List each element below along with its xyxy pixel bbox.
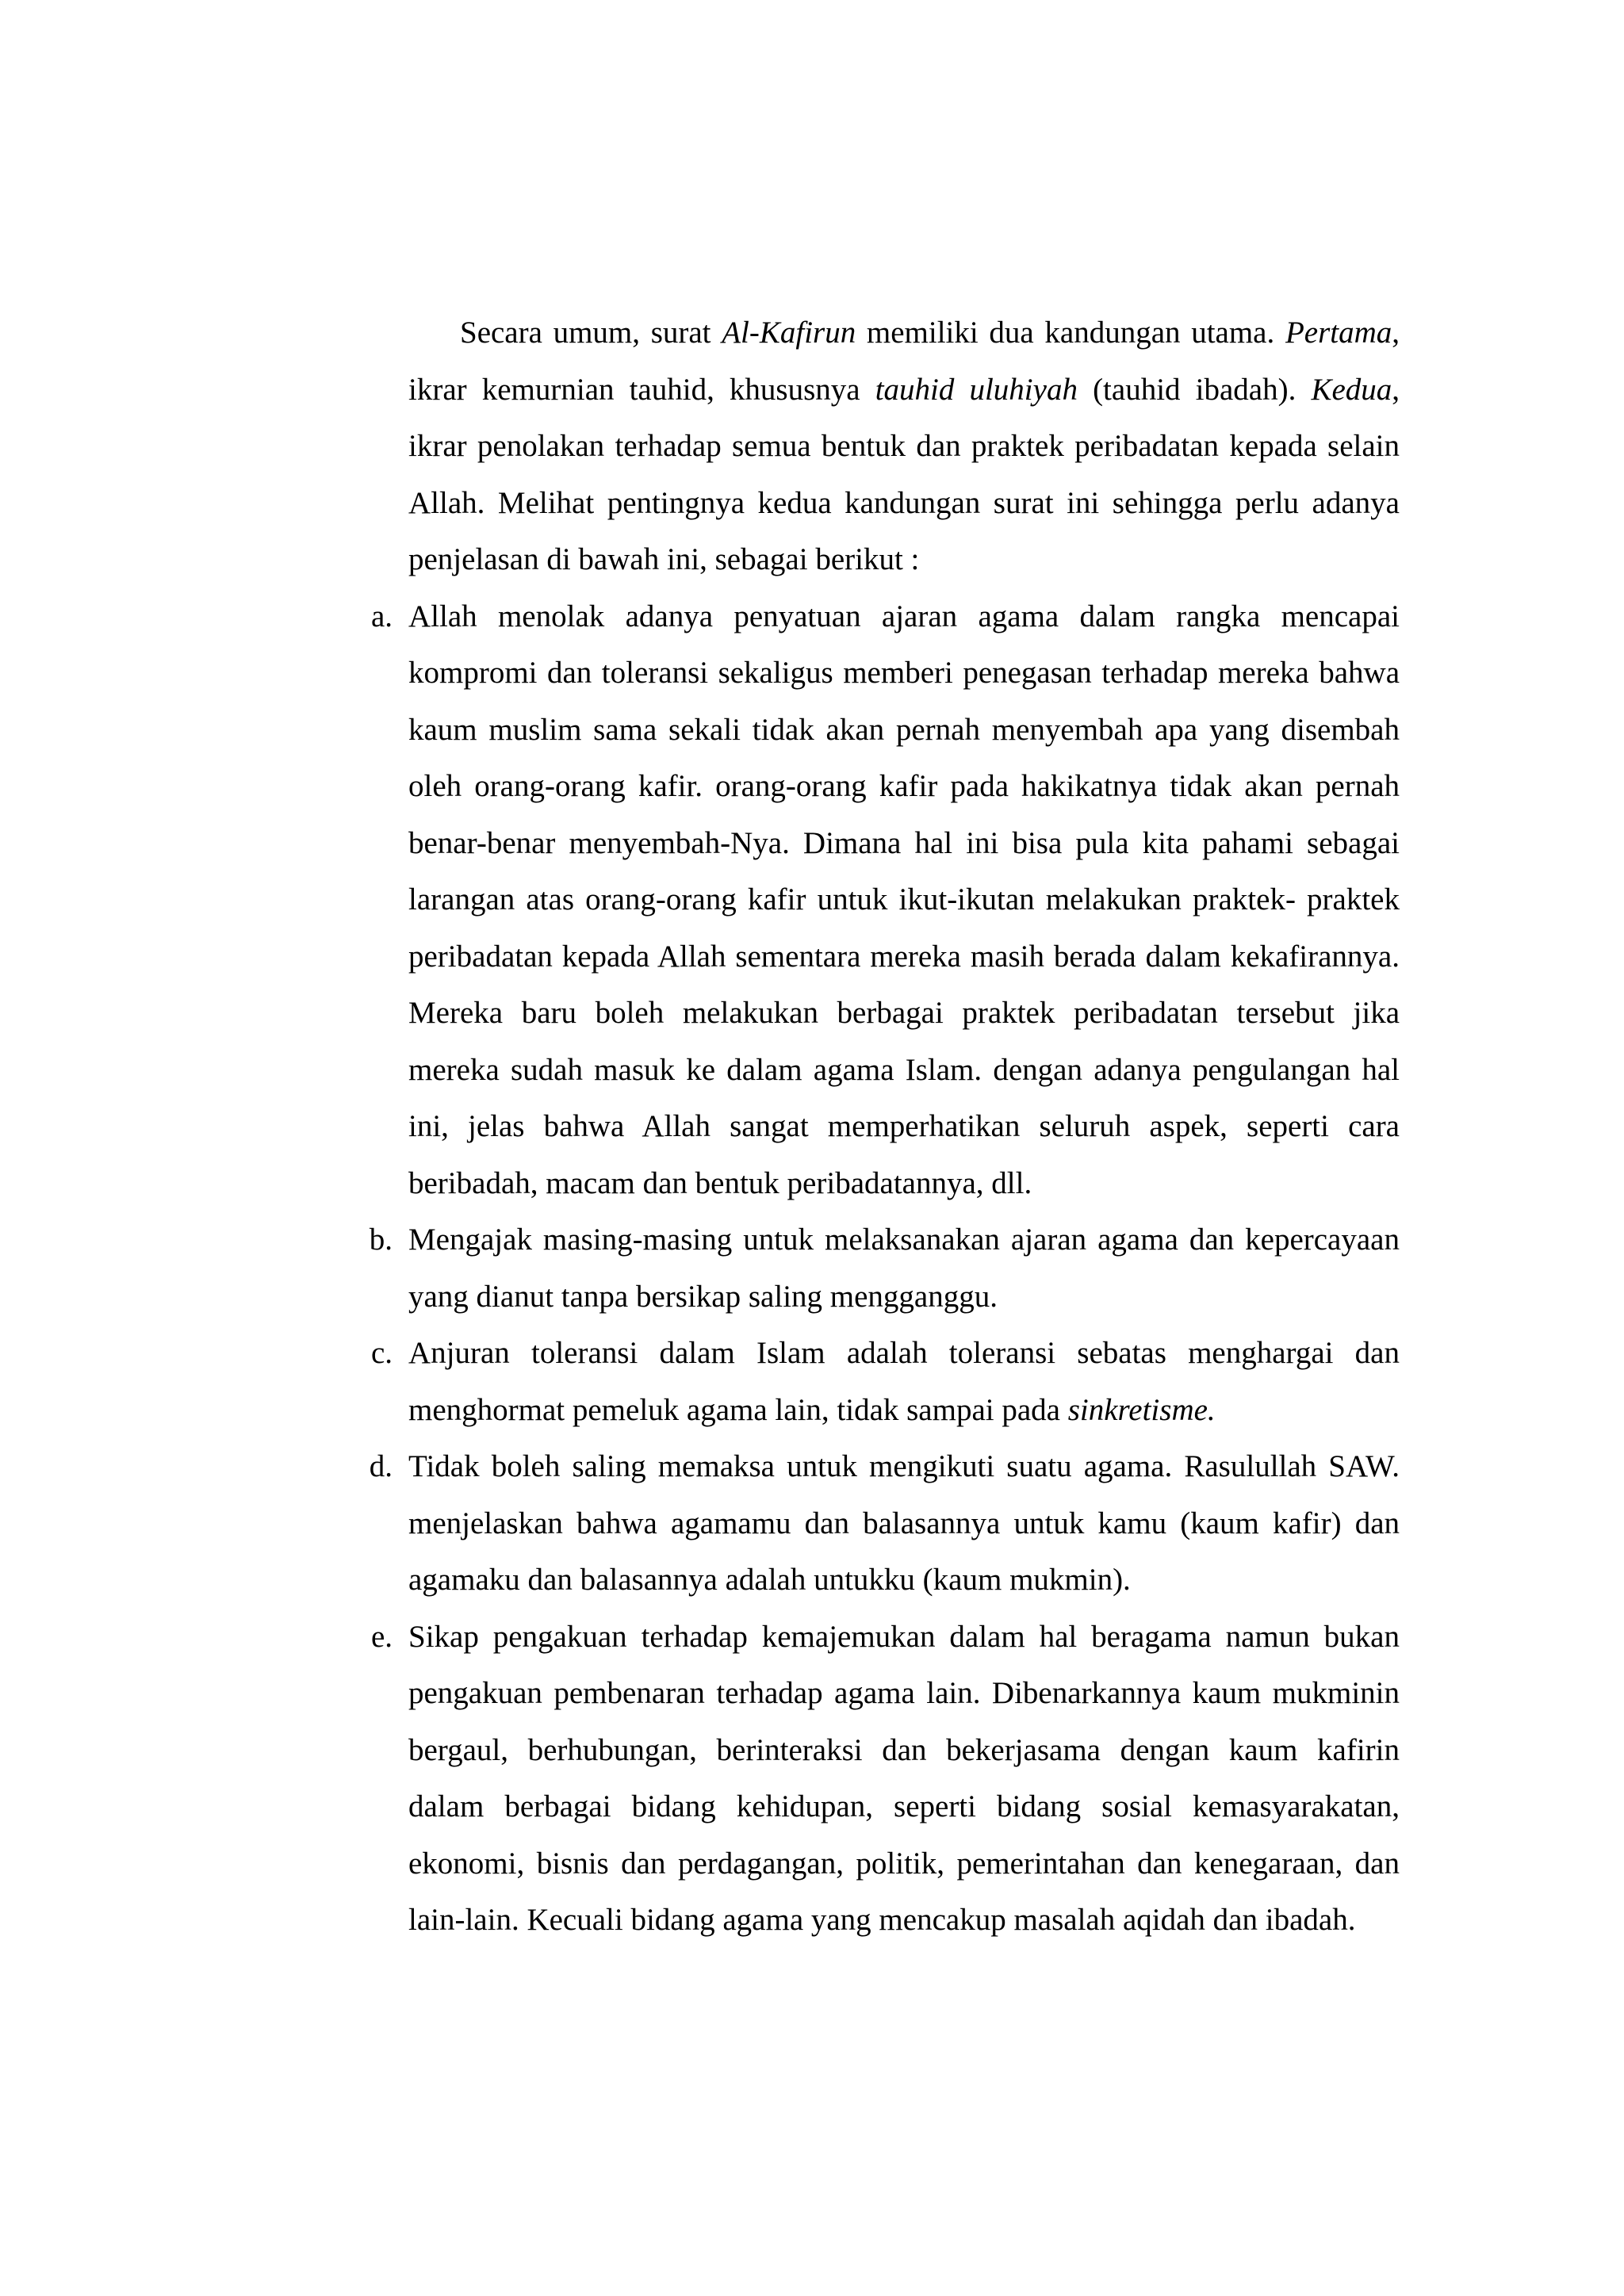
list-marker: a. — [370, 599, 393, 633]
list-marker: e. — [370, 1619, 393, 1654]
intro-emphasis: Kedua — [1311, 372, 1392, 407]
list-item — [369, 1211, 1400, 1325]
intro-text: , ikrar kemurnian tauhid, khususnya — [408, 316, 1400, 407]
list-item-text: Mengajak masing-masing untuk melaksanakan ajaran agama dan kepercayaan yang dianut tanpa bersikap saling mengganggu. — [408, 1223, 1400, 1314]
list-marker: c. — [370, 1336, 393, 1370]
list-item — [370, 588, 1400, 1212]
list-item-text-part: Anjuran toleransi dalam Islam adalah toleransi sebatas menghargai dan menghormat pemeluk agama lain, tidak sampai pada — [408, 1336, 1400, 1427]
explanation-list — [369, 588, 1400, 1949]
intro-emphasis: tauhid uluhiyah — [875, 372, 1078, 407]
intro-paragraph — [408, 304, 1400, 588]
list-item-text: Sikap pengakuan terhadap kemajemukan dalam hal beragama namun bukan pengakuan pembenaran terhadap agama lain. Dibenarkannya kaum mukminin bergaul, berhubungan, berinteraksi dan bekerjasama dengan kaum kafirin dalam berbagai bidang kehidupan, seperti bidang sosial kemasyarakatan, ekonomi, bisnis dan perdagangan, politik, pemerintahan dan kenegaraan, dan lain-lain. Kecuali bidang agama yang mencakup masalah aqidah dan ibadah. — [408, 1619, 1400, 1937]
intro-text: , ikrar penolakan terhadap semua bentuk dan praktek peribadatan kepada selain Allah. Melihat pentingnya kedua kandungan surat ini sehingga perlu adanya penjelasan di bawah ini, sebagai berikut : — [408, 372, 1400, 576]
list-item — [370, 1609, 1400, 1949]
list-item-text — [408, 1325, 1400, 1438]
list-marker: b. — [369, 1223, 393, 1257]
list-item — [370, 1325, 1400, 1438]
intro-text: memiliki dua kandungan utama. — [856, 316, 1285, 350]
intro-emphasis: Pertama — [1285, 316, 1392, 350]
list-item-emphasis: sinkretisme. — [1067, 1392, 1216, 1427]
list-marker: d. — [369, 1449, 393, 1483]
list-item — [369, 1438, 1400, 1609]
intro-text: (tauhid ibadah). — [1077, 372, 1312, 407]
intro-emphasis: Al-Kafirun — [722, 316, 856, 350]
list-item-text: Tidak boleh saling memaksa untuk mengikuti suatu agama. Rasulullah SAW. menjelaskan bahwa agamamu dan balasannya untuk kamu (kaum kafir) dan agamaku dan balasannya adalah untukku (kaum mukmin). — [408, 1449, 1400, 1597]
list-item-text: Allah menolak adanya penyatuan ajaran agama dalam rangka mencapai kompromi dan toleransi sekaligus memberi penegasan terhadap mereka bahwa kaum muslim sama sekali tidak akan pernah menyembah apa yang disembah oleh orang-orang kafir. orang-orang kafir pada hakikatnya tidak akan pernah benar-benar menyembah-Nya. Dimana hal ini bisa pula kita pahami sebagai larangan atas orang-orang kafir untuk ikut-ikutan melakukan praktek- praktek peribadatan kepada Allah sementara mereka masih berada dalam kekafirannya. Mereka baru boleh melakukan berbagai praktek peribadatan tersebut jika mereka sudah masuk ke dalam agama Islam. dengan adanya pengulangan hal ini, jelas bahwa Allah sangat memperhatikan seluruh aspek, seperti cara beribadah, macam dan bentuk peribadatannya, dll. — [408, 599, 1400, 1200]
body-text — [369, 304, 1400, 1949]
intro-text: Secara umum, surat — [460, 316, 722, 350]
